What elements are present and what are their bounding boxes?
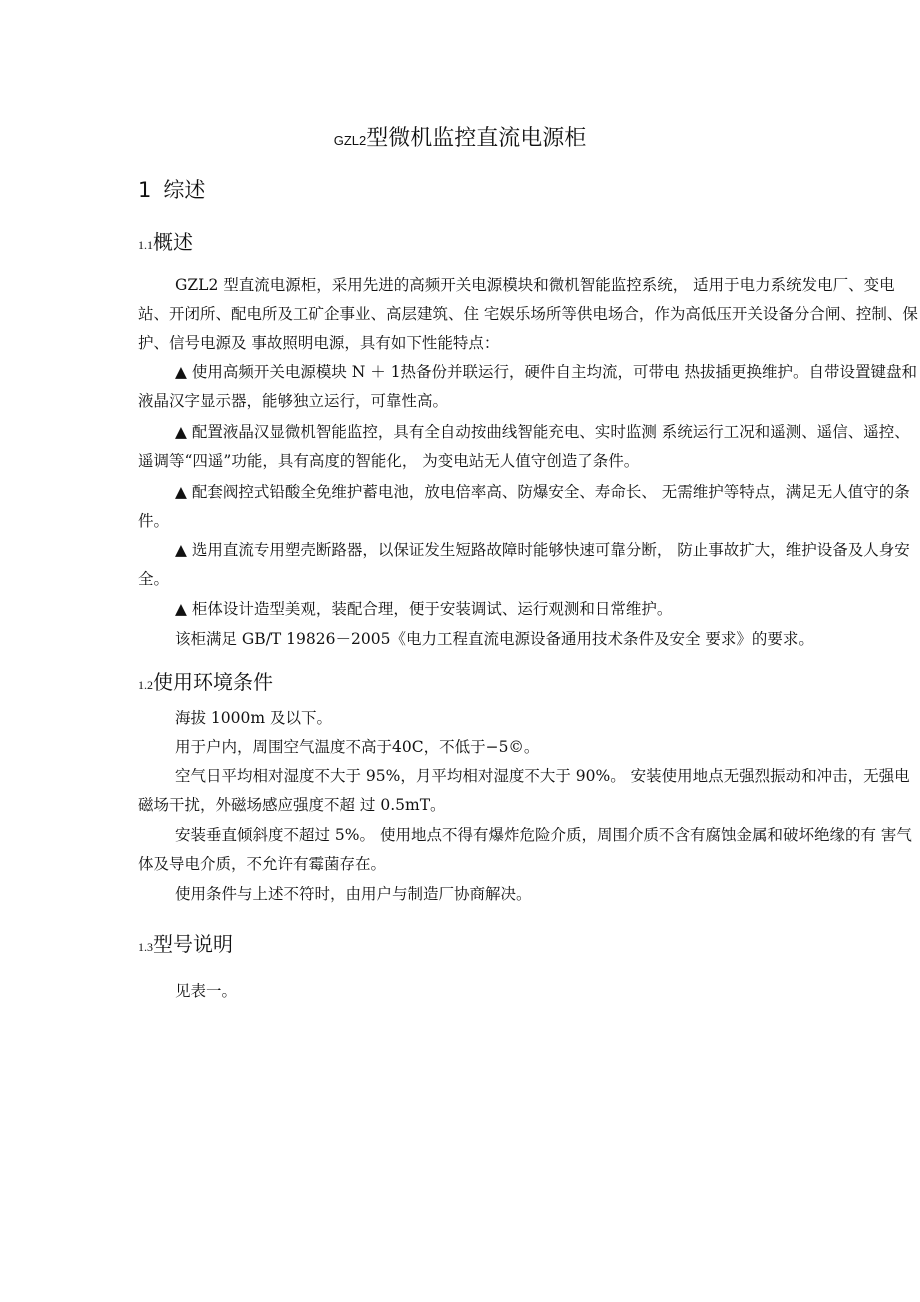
feature-item: ▲ 使用高频开关电源模块 N ＋ 1热备份并联运行，硬件自主均流，可带电 热拔插更换维护。自带设置键盘和液晶汉字显示器，能够独立运行，可靠性高。 [138, 363, 917, 410]
section-1-2-heading [138, 668, 273, 699]
overview-paragraph: GZL2 型直流电源柜，采用先进的高频开关电源模块和微机智能监控系统， 适用于电力系统发电厂、变电站、开闭所、配电所及工矿企事业、高层建筑、住 宅娱乐场所等供电场合，作为高低压开关设备分合闸、控制、保护、信号电源及 事故照明电源，具有如下性能特点： [138, 276, 918, 352]
condition-installation: 安装垂直倾斜度不超过 5%。 使用地点不得有爆炸危险介质，周围介质不含有腐蚀金属和破坏绝缘的有 害气体及导电介质，不允许有霉菌存在。 [138, 826, 912, 873]
condition-temperature: 用于户内，周围空气温度不高于40C，不低于−5©。 [175, 738, 540, 756]
condition-humidity: 空气日平均相对湿度不大于 95%，月平均相对湿度不大于 90%。 安装使用地点无强烈振动和冲击，无强电磁场干扰，外磁场感应强度不超 过 0.5mT。 [138, 767, 910, 814]
condition-altitude: 海拔 1000m 及以下。 [175, 709, 332, 727]
condition-exception: 使用条件与上述不符时，由用户与制造厂协商解决。 [175, 885, 532, 903]
feature-item: ▲ 选用直流专用塑壳断路器，以保证发生短路故障时能够快速可靠分断， 防止事故扩大，维护设备及人身安全。 [138, 541, 910, 588]
section-1-1-heading [138, 228, 193, 259]
document-title [0, 124, 920, 156]
section-1-3-title: 型号说明 [153, 932, 233, 956]
section-1-3-heading [138, 930, 233, 961]
section-1-title: 综述 [163, 178, 206, 202]
feature-item: ▲ 柜体设计造型美观，装配合理，便于安装调试、运行观测和日常维护。 [175, 600, 673, 618]
section-1-3-number: 1.3 [138, 940, 153, 954]
model-table-reference: 见表一。 [175, 982, 238, 1000]
title-model-prefix: GZL2 [333, 133, 367, 148]
section-1-number: 1 [138, 178, 152, 202]
section-1-heading [138, 176, 205, 204]
title-text: 型微机监控直流电源柜 [366, 126, 587, 151]
section-1-1-title: 概述 [153, 230, 193, 254]
section-1-2-title: 使用环境条件 [153, 670, 273, 694]
section-1-2-number: 1.2 [138, 678, 153, 692]
feature-item: ▲ 配置液晶汉显微机智能监控，具有全自动按曲线智能充电、实时监测 系统运行工况和遥测、遥信、遥控、遥调等“四遥”功能，具有高度的智能化， 为变电站无人值守创造了条件。 [138, 423, 910, 470]
feature-item: ▲ 配套阀控式铅酸全免维护蓄电池，放电倍率高、防爆安全、寿命长、 无需维护等特点，满足无人值守的条件。 [138, 483, 910, 530]
section-1-1-number: 1.1 [138, 238, 153, 252]
standard-compliance-text: 该柜满足 GB/T 19826－2005《电力工程直流电源设备通用技术条件及安全 要求》的要求。 [175, 630, 814, 648]
